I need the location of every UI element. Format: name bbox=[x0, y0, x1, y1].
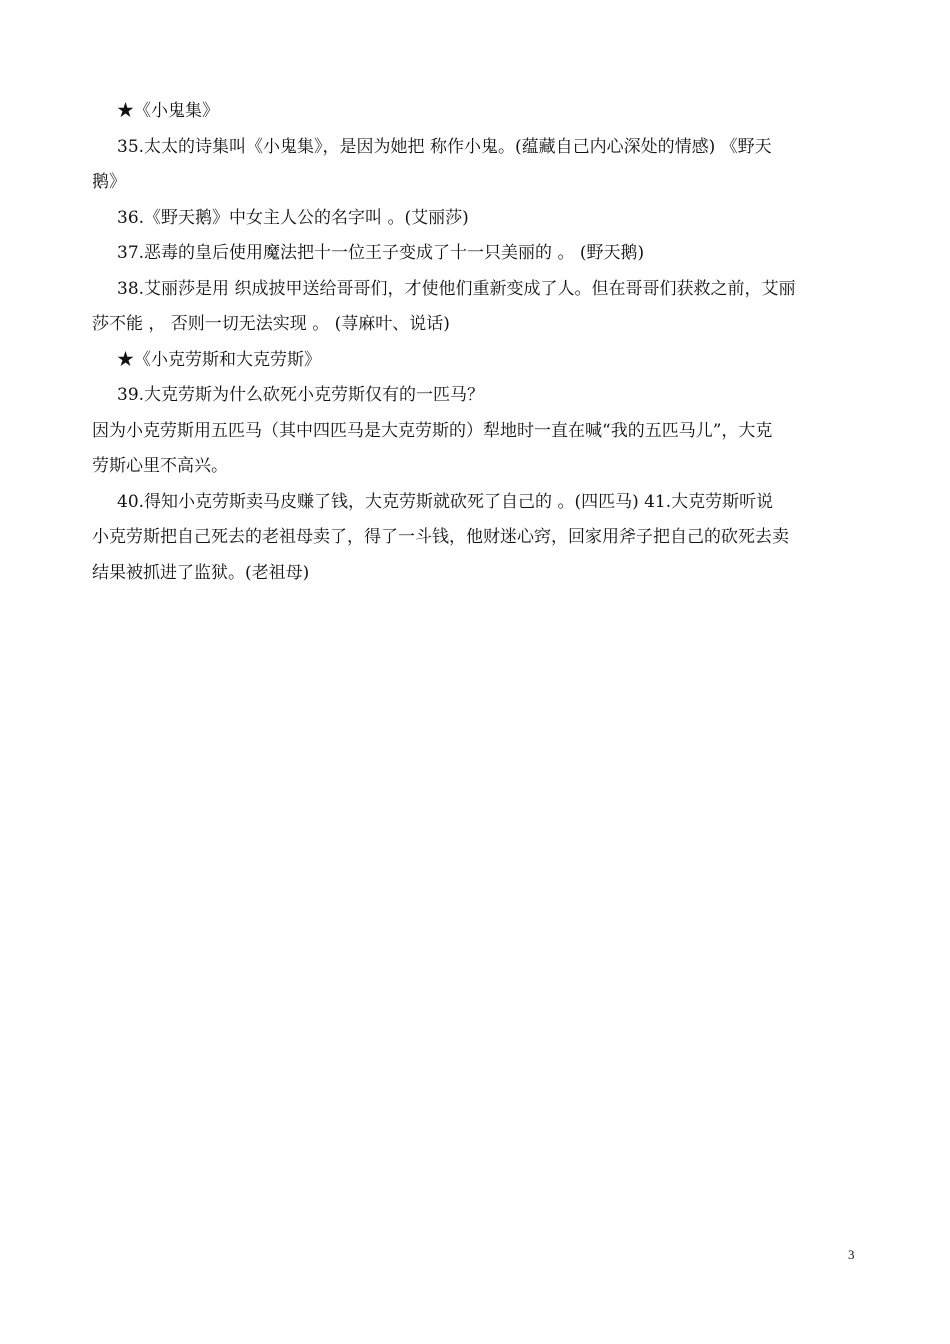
question-36: 36.《野天鹅》中女主人公的名字叫 。(艾丽莎) bbox=[117, 207, 469, 228]
section-heading-klaus: ★《小克劳斯和大克劳斯》 bbox=[117, 349, 321, 370]
question-41-line-3: 结果被抓进了监狱。(老祖母) bbox=[92, 562, 310, 583]
answer-39-line-1: 因为小克劳斯用五匹马（其中四匹马是大克劳斯的）犁地时一直在喊“我的五匹马儿”，大克 bbox=[92, 420, 773, 441]
question-35-line-1: 35.太太的诗集叫《小鬼集》，是因为她把 称作小鬼。(蕴藏自己内心深处的情感) 《野天 bbox=[117, 136, 772, 157]
question-37: 37.恶毒的皇后使用魔法把十一位王子变成了十一只美丽的 。 (野天鹅) bbox=[117, 243, 645, 263]
question-38-line-1: 38.艾丽莎是用 织成披甲送给哥哥们，才使他们重新变成了人。但在哥哥们获救之前，艾丽 bbox=[117, 278, 796, 299]
section-heading-xiaogui: ★《小鬼集》 bbox=[117, 101, 219, 121]
question-35-line-2: 鹅》 bbox=[92, 172, 126, 192]
question-38-line-2: 莎不能 ， 否则一切无法实现 。 (荨麻叶、说话) bbox=[92, 314, 450, 334]
question-41-line-2: 小克劳斯把自己死去的老祖母卖了，得了一斗钱，他财迷心窍，回家用斧子把自己的砍死去卖 bbox=[92, 527, 789, 547]
document-body bbox=[92, 94, 860, 591]
answer-39-line-2: 劳斯心里不高兴。 bbox=[92, 456, 228, 476]
question-39: 39.大克劳斯为什么砍死小克劳斯仅有的一匹马？ bbox=[117, 385, 485, 405]
page-number: 3 bbox=[848, 1247, 855, 1262]
question-40-41-line-1: 40.得知小克劳斯卖马皮赚了钱，大克劳斯就砍死了自己的 。(四匹马) 41.大克劳斯听说 bbox=[117, 491, 774, 512]
